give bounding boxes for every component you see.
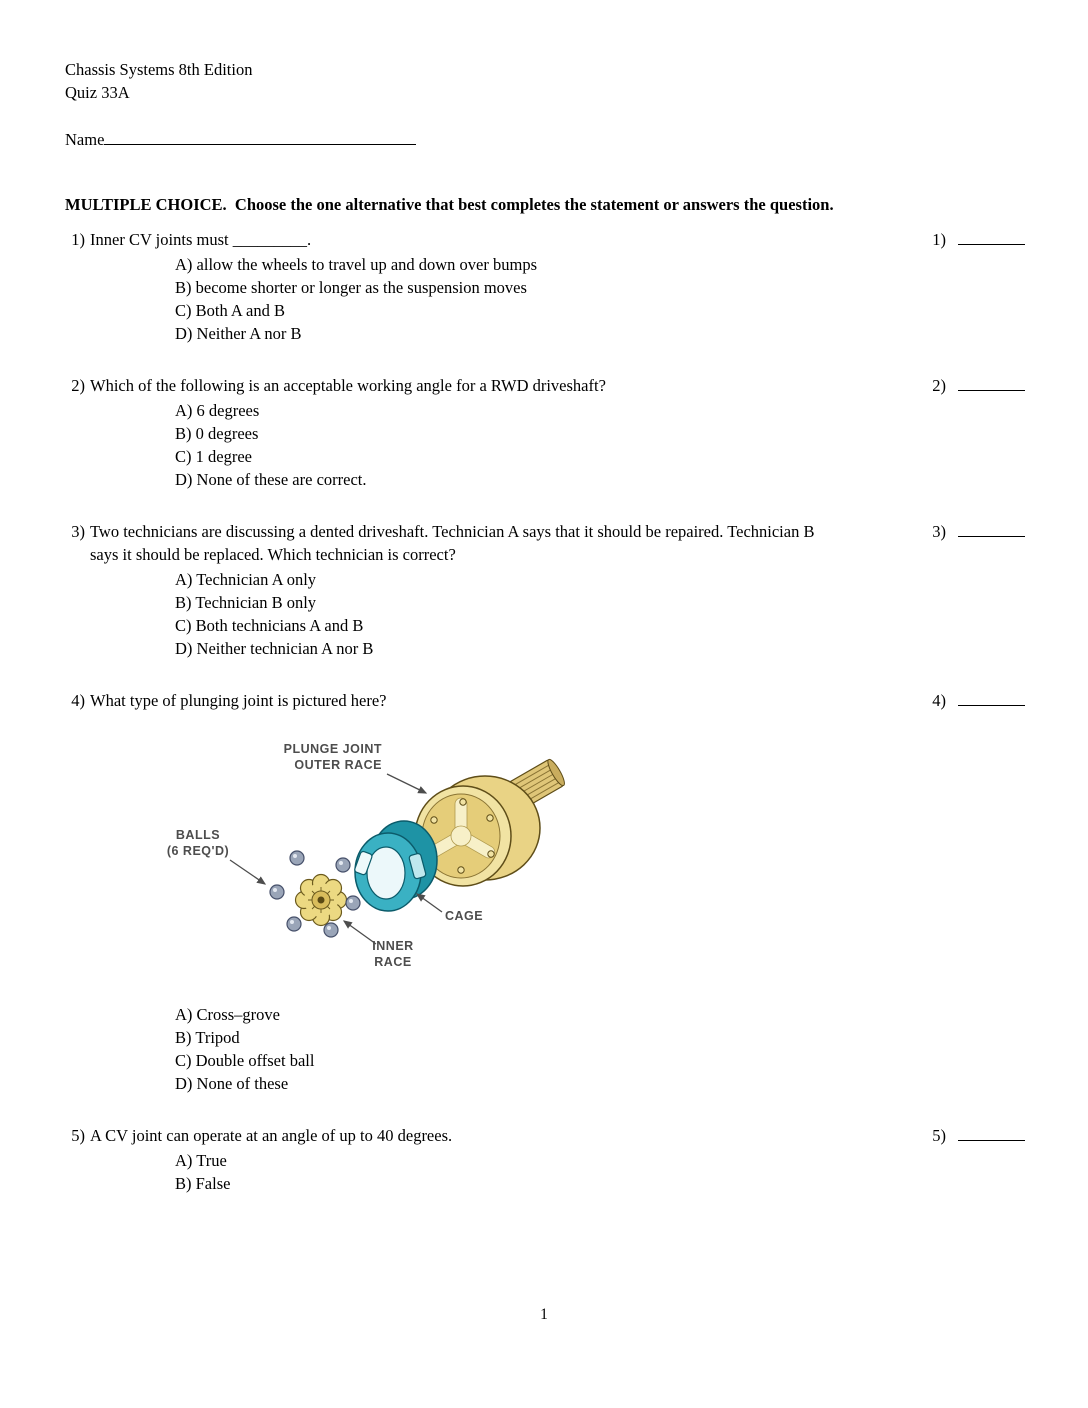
balls-label-line1: BALLS <box>175 828 221 842</box>
outer-race-arrow <box>387 774 426 793</box>
options-list <box>175 568 1025 660</box>
answer-number: 5) <box>932 1126 946 1145</box>
option: A) allow the wheels to travel up and down over bumps <box>175 255 538 274</box>
cage-illustration <box>354 821 437 911</box>
question <box>65 1124 1025 1195</box>
cv-joint-figure <box>160 736 600 981</box>
question-text: Which of the following is an acceptable working angle for a RWD driveshaft? <box>90 376 606 395</box>
answer-number: 4) <box>932 691 946 710</box>
option: D) None of these <box>175 1074 289 1093</box>
document-title: Chassis Systems 8th Edition <box>65 60 253 79</box>
outer-race-illustration <box>415 758 567 886</box>
answer-number: 1) <box>932 230 946 249</box>
name-blank-line <box>104 144 416 145</box>
cage-arrow <box>417 894 442 912</box>
question <box>65 689 1025 1095</box>
answer-blank-line <box>958 536 1025 537</box>
question-number: 1) <box>71 230 85 249</box>
answer-number: 2) <box>932 376 946 395</box>
question-text: Inner CV joints must _________. <box>90 230 312 249</box>
inner-race-arrow <box>344 921 376 944</box>
option: C) Double offset ball <box>175 1051 315 1070</box>
options-list <box>175 1003 1025 1095</box>
name-label: Name <box>65 130 105 149</box>
inner-race-label-line1: INNER <box>372 939 414 953</box>
document-subtitle: Quiz 33A <box>65 83 130 102</box>
balls-label-line2: (6 REQ'D) <box>166 844 230 858</box>
question-text: What type of plunging joint is pictured here? <box>90 691 387 710</box>
option: C) Both technicians A and B <box>175 616 364 635</box>
question-text: Two technicians are discussing a dented driveshaft. Technician A says that it should be repaired. Technician B says it should be replaced. Which technician is correct? <box>90 522 815 564</box>
question-number: 3) <box>71 522 85 541</box>
question-number: 5) <box>71 1126 85 1145</box>
options-list <box>175 399 1025 491</box>
question <box>65 228 1025 345</box>
option: B) become shorter or longer as the suspension moves <box>175 278 527 297</box>
question <box>65 374 1025 491</box>
option: D) Neither technician A nor B <box>175 639 374 658</box>
answer-slot <box>932 374 1025 397</box>
balls-arrow <box>230 860 265 884</box>
questions-list <box>65 228 1025 1195</box>
option: A) True <box>175 1151 227 1170</box>
answer-slot <box>932 1124 1025 1147</box>
question-number: 4) <box>71 691 85 710</box>
option: B) 0 degrees <box>175 424 259 443</box>
question-text: A CV joint can operate at an angle of up to 40 degrees. <box>90 1126 453 1145</box>
answer-blank-line <box>958 705 1025 706</box>
option: B) Technician B only <box>175 593 317 612</box>
question <box>65 520 1025 660</box>
option: B) False <box>175 1174 231 1193</box>
answer-blank-line <box>958 244 1025 245</box>
option: A) 6 degrees <box>175 401 260 420</box>
option: B) Tripod <box>175 1028 240 1047</box>
outer-race-label-line2: OUTER RACE <box>294 758 382 772</box>
answer-slot <box>932 520 1025 543</box>
question-number: 2) <box>71 376 85 395</box>
answer-number: 3) <box>932 522 946 541</box>
inner-race-illustration <box>296 875 347 926</box>
option: C) Both A and B <box>175 301 286 320</box>
option: D) None of these are correct. <box>175 470 367 489</box>
option: C) 1 degree <box>175 447 252 466</box>
answer-slot <box>932 689 1025 712</box>
answer-blank-line <box>958 1140 1025 1141</box>
options-list <box>175 253 1025 345</box>
option: A) Cross–grove <box>175 1005 280 1024</box>
outer-race-label-line1: PLUNGE JOINT <box>283 742 382 756</box>
cage-label: CAGE <box>445 909 484 923</box>
option: D) Neither A nor B <box>175 324 302 343</box>
answer-slot <box>932 228 1025 251</box>
name-row <box>65 128 1025 151</box>
page-number: 1 <box>540 1306 548 1323</box>
inner-race-label-line2: RACE <box>374 955 412 969</box>
instructions: MULTIPLE CHOICE. Choose the one alternative that best completes the statement or answers the question. <box>65 195 834 214</box>
option: A) Technician A only <box>175 570 317 589</box>
options-list <box>175 1149 1025 1195</box>
answer-blank-line <box>958 390 1025 391</box>
